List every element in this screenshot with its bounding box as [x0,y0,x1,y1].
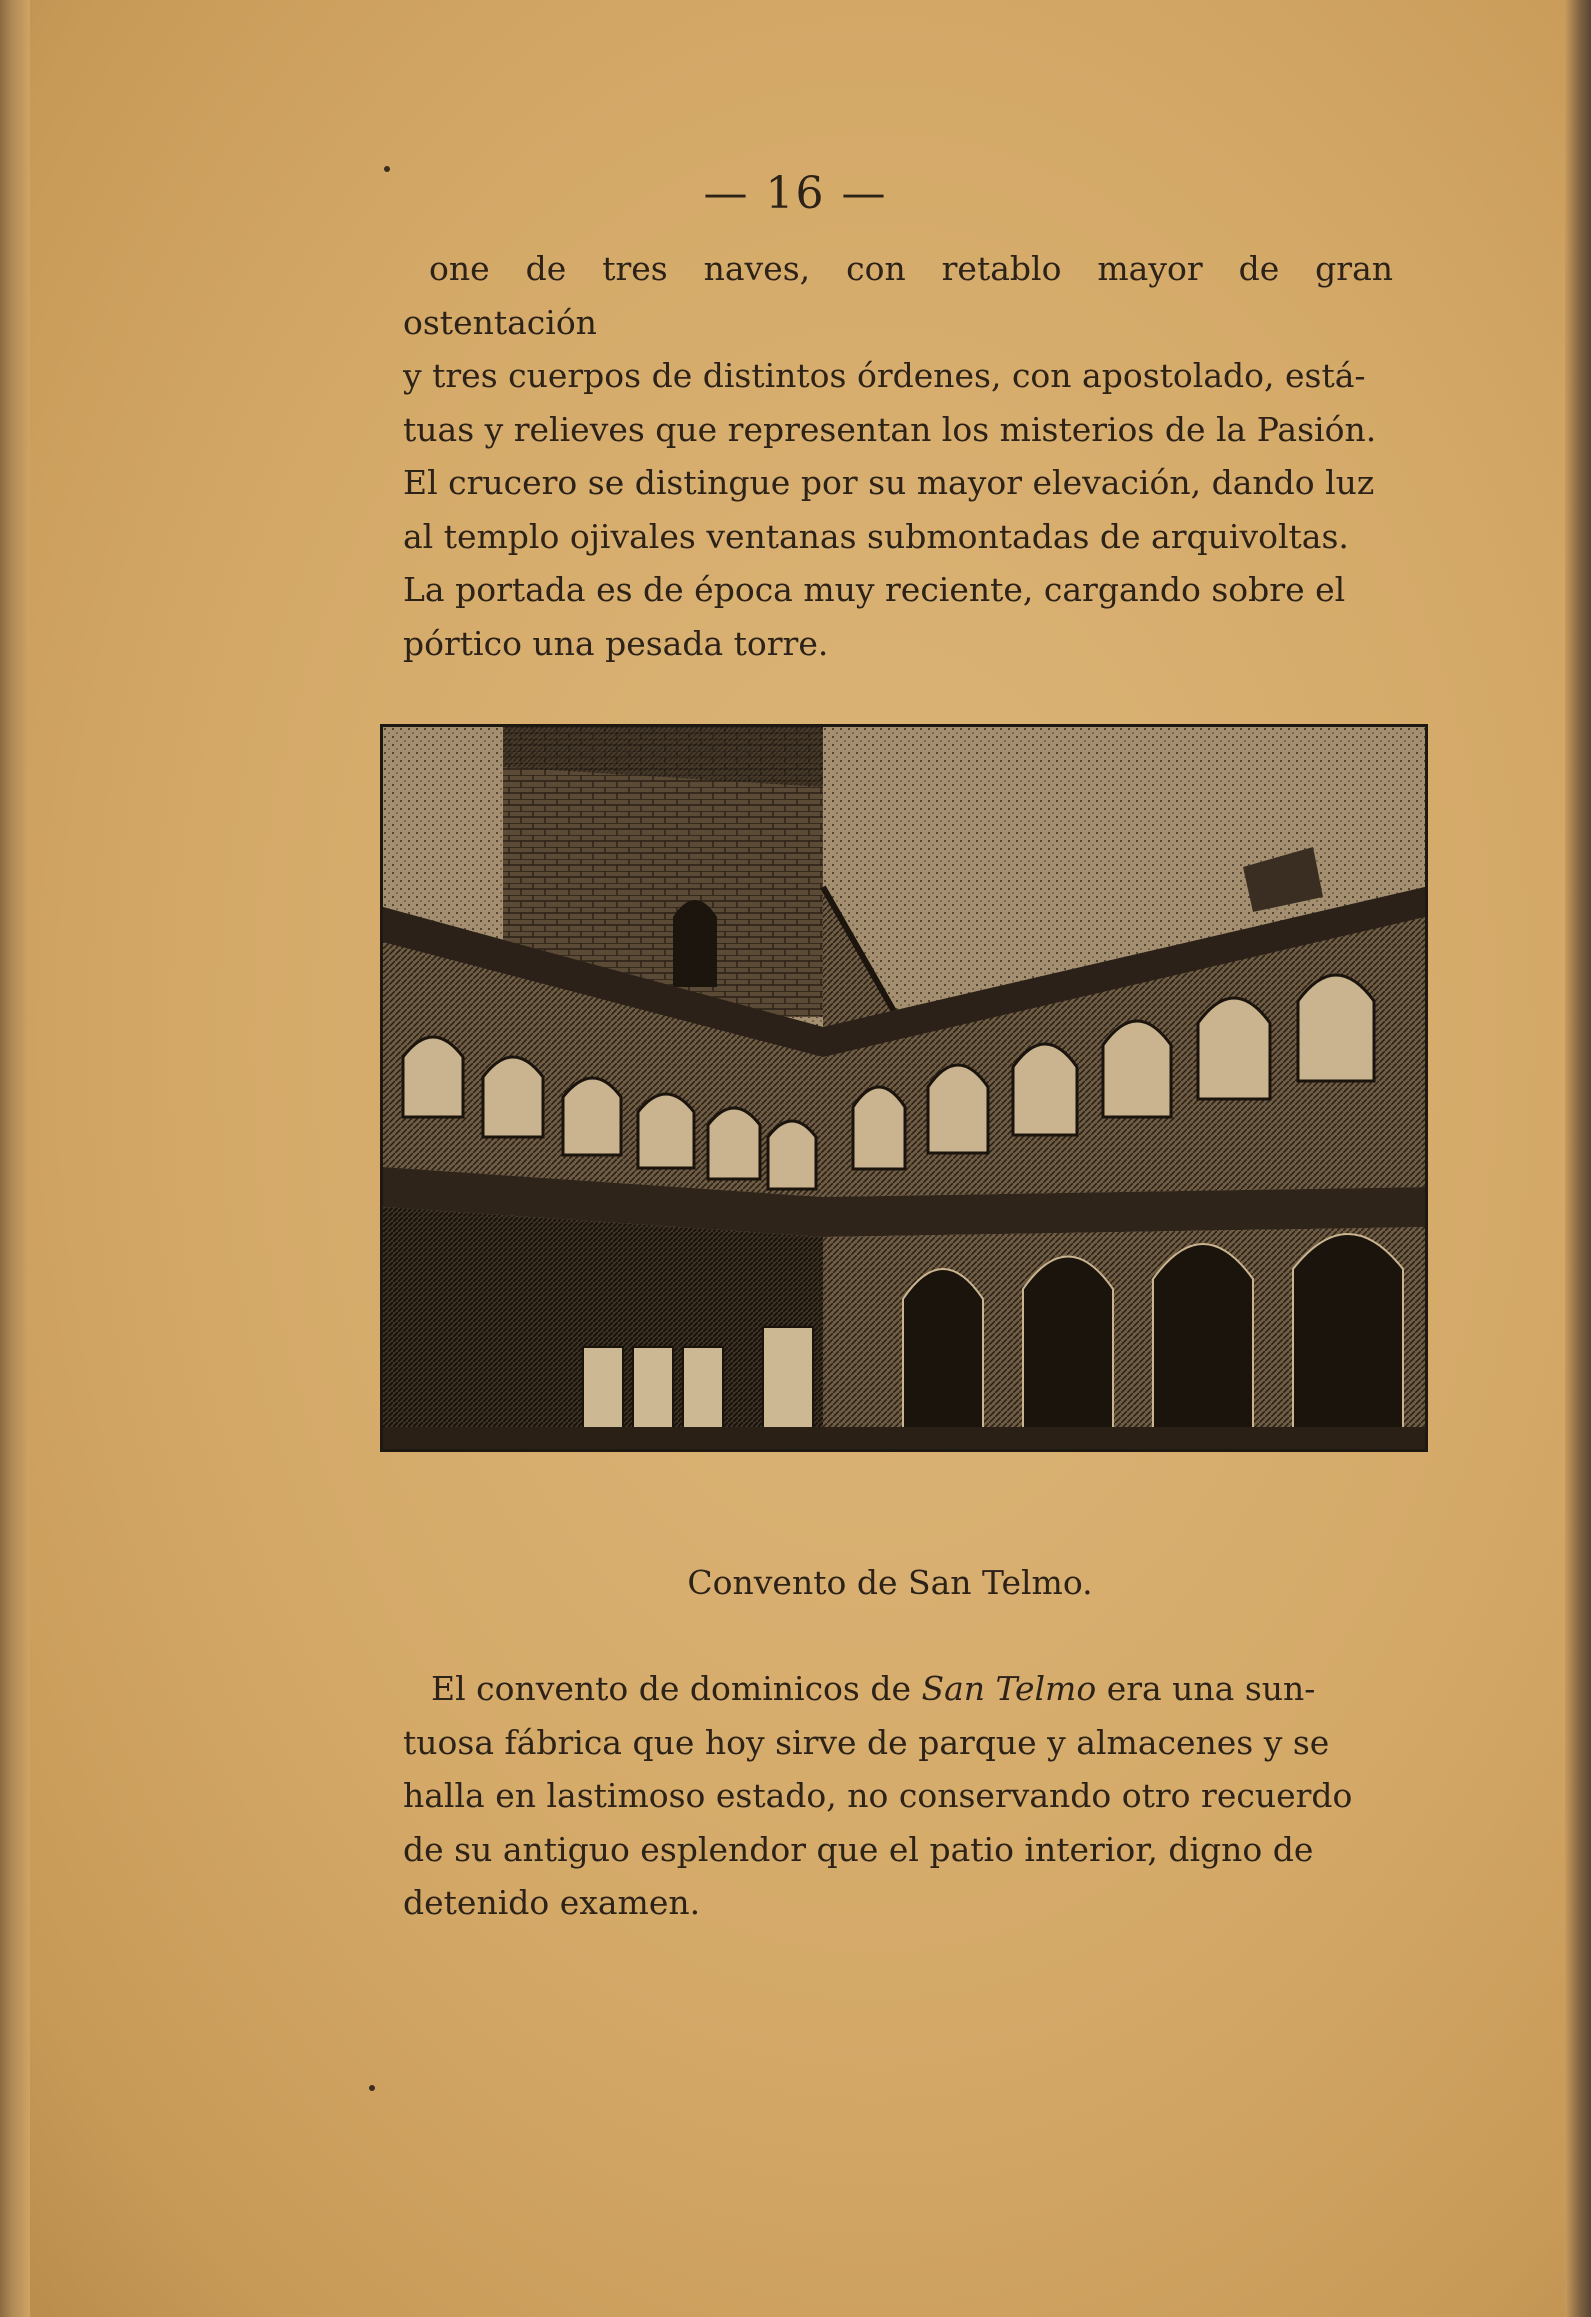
caption-text: Convento de San Telmo. [687,1563,1093,1602]
ink-speck [384,166,390,172]
text-line: tuosa fábrica que hoy sirve de parque y almacenes y se [403,1722,1330,1762]
text-line: de su antiguo esplendor que el patio interior, digno de [403,1829,1314,1869]
text-line: y tres cuerpos de distintos órdenes, con apostolado, está- [403,356,1366,395]
italic-name: San Telmo [921,1669,1097,1708]
text-line: detenido examen. [403,1883,701,1922]
page-spine-shadow [0,0,30,2317]
ink-speck [369,2085,375,2091]
text-line: El crucero se distingue por su mayor elevación, dando luz [403,463,1375,502]
text-line: halla en lastimoso estado, no conservando otro recuerdo [403,1776,1353,1815]
page-edge-shadow [1565,0,1591,2317]
text-line: La portada es de época muy reciente, cargando sobre el [403,570,1346,609]
text-line: pórtico una pesada torre. [403,623,829,663]
text-segment: era una sun- [1096,1669,1316,1708]
text-line: al templo ojivales ventanas submontadas de arquivoltas. [403,516,1349,556]
text-line [403,1662,1393,1716]
cloister-engraving [380,724,1428,1452]
text-line: one de tres naves, con retablo mayor de gran ostentación [403,249,1393,342]
cloister-illustration [383,727,1425,1449]
text-segment: El convento de dominicos de [431,1669,922,1708]
figure-caption [0,1563,1591,1602]
paragraph-top [403,242,1393,670]
text-line: tuas y relieves que representan los misterios de la Pasión. [403,409,1377,449]
paragraph-bottom [403,1662,1393,1930]
page-number: — 16 — [703,168,888,219]
